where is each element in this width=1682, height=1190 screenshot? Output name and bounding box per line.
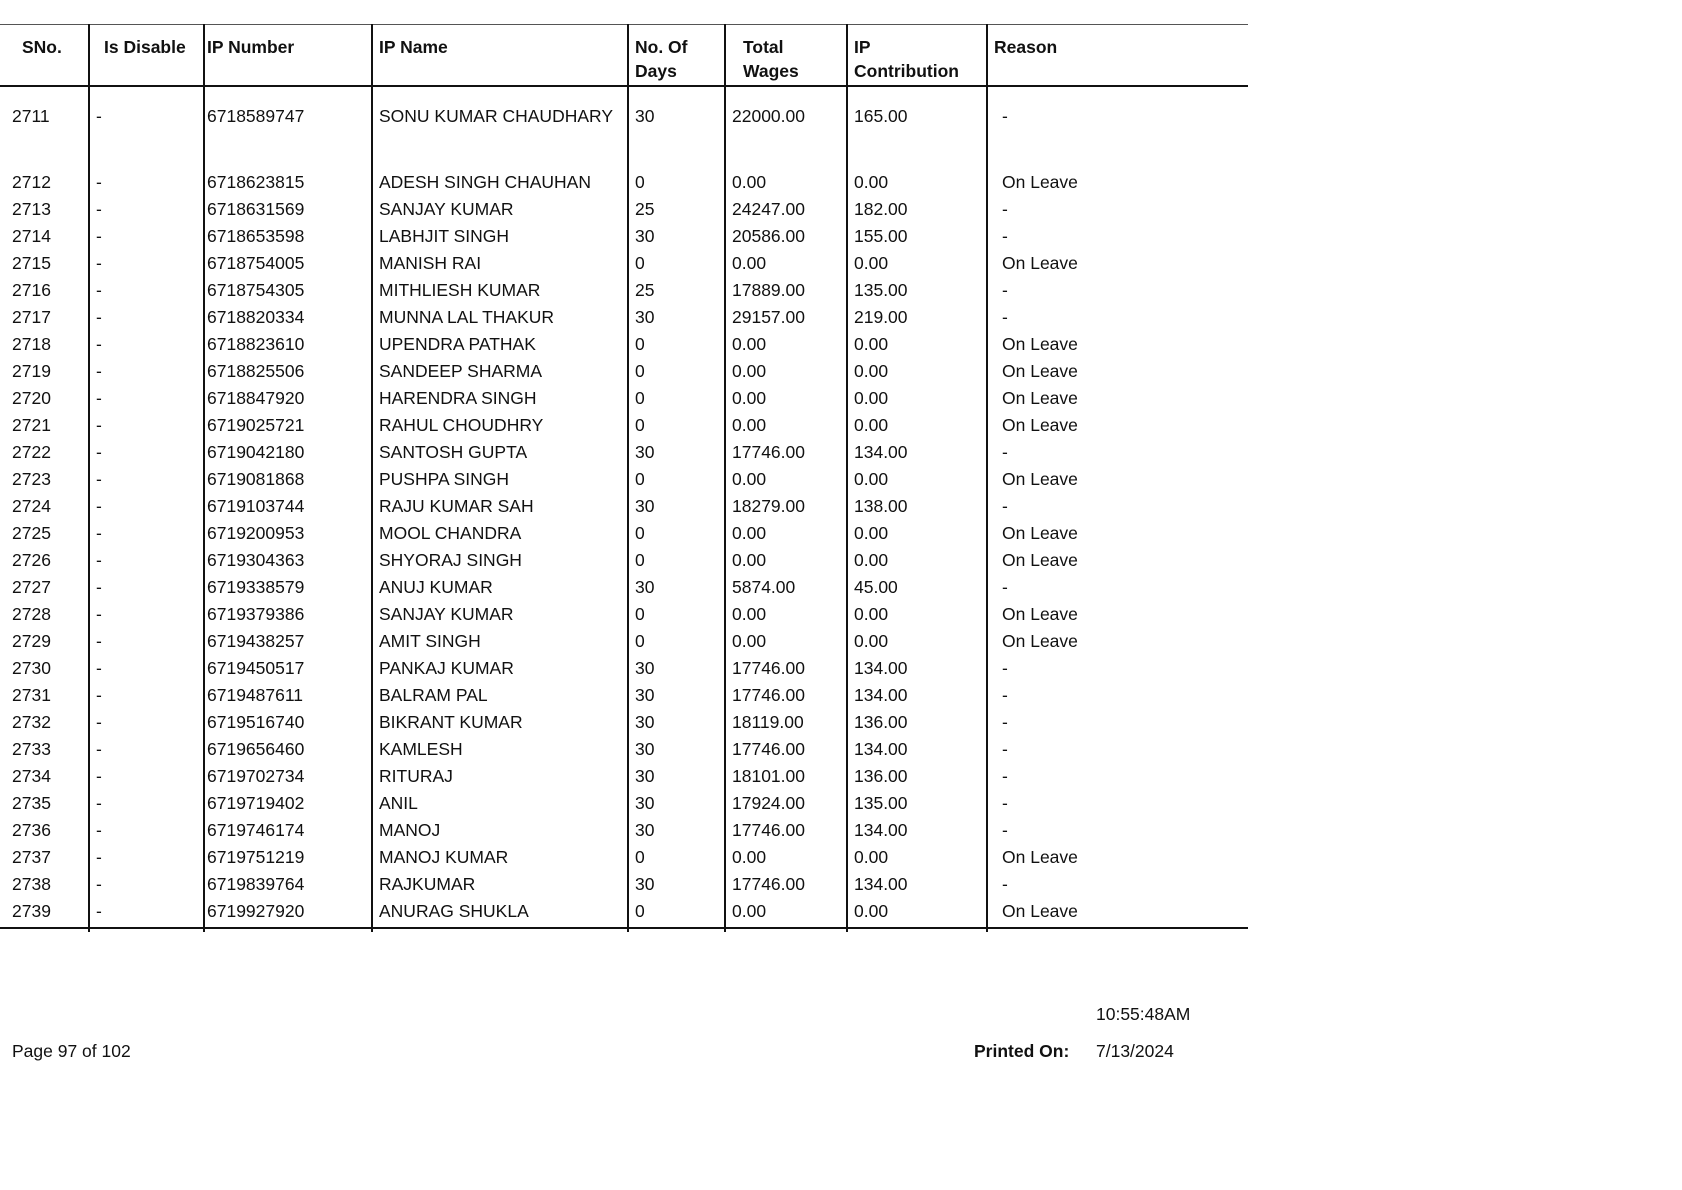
cell-ip-number: 6718631569 [204, 196, 372, 223]
header-ip-number: IP Number [204, 25, 372, 87]
cell-ip-contribution: 45.00 [847, 574, 987, 601]
cell-total-wages: 0.00 [725, 844, 847, 871]
cell-no-of-days: 30 [628, 655, 725, 682]
cell-ip-number: 6719516740 [204, 709, 372, 736]
cell-sno: 2712 [0, 169, 89, 196]
cell-sno: 2719 [0, 358, 89, 385]
cell-no-of-days: 0 [628, 844, 725, 871]
printed-on-label: Printed On: [974, 1041, 1070, 1061]
cell-reason: On Leave [1002, 415, 1078, 435]
cell-ip-number: 6719927920 [204, 898, 372, 928]
cell-ip-number: 6719438257 [204, 628, 372, 655]
cell-reason: On Leave [1002, 523, 1078, 543]
cell-ip-contribution: 0.00 [847, 628, 987, 655]
cell-ip-contribution: 135.00 [847, 277, 987, 304]
cell-ip-name: BIKRANT KUMAR [372, 709, 628, 736]
cell-reason: - [1002, 496, 1008, 516]
cell-ip-number: 6718820334 [204, 304, 372, 331]
cell-ip-name: ANIL [372, 790, 628, 817]
cell-is-disable: - [89, 790, 204, 817]
cell-ip-contribution: 0.00 [847, 358, 987, 385]
cell-total-wages: 29157.00 [725, 304, 847, 331]
cell-no-of-days: 0 [628, 169, 725, 196]
table-row [0, 439, 1248, 466]
table-row [0, 223, 1248, 250]
cell-ip-contribution: 135.00 [847, 790, 987, 817]
cell-ip-name: MANOJ KUMAR [372, 844, 628, 871]
cell-is-disable: - [89, 547, 204, 574]
cell-total-wages: 17746.00 [725, 871, 847, 898]
cell-ip-number: 6719042180 [204, 439, 372, 466]
cell-no-of-days: 0 [628, 358, 725, 385]
cell-ip-name: ADESH SINGH CHAUHAN [372, 169, 628, 196]
cell-is-disable: - [89, 898, 204, 928]
cell-is-disable: - [89, 304, 204, 331]
table-row [0, 736, 1248, 763]
cell-is-disable: - [89, 250, 204, 277]
cell-total-wages: 17746.00 [725, 439, 847, 466]
cell-sno: 2725 [0, 520, 89, 547]
cell-no-of-days: 30 [628, 817, 725, 844]
cell-ip-number: 6719304363 [204, 547, 372, 574]
cell-sno: 2713 [0, 196, 89, 223]
cell-no-of-days: 0 [628, 547, 725, 574]
cell-sno: 2711 [0, 86, 89, 169]
table-row [0, 196, 1248, 223]
cell-total-wages: 0.00 [725, 358, 847, 385]
cell-ip-name: SONU KUMAR CHAUDHARY [372, 86, 628, 169]
cell-ip-contribution: 134.00 [847, 871, 987, 898]
table-row [0, 601, 1248, 628]
tail-cell [628, 928, 725, 932]
cell-no-of-days: 30 [628, 709, 725, 736]
cell-reason: On Leave [1002, 631, 1078, 651]
cell-no-of-days: 0 [628, 520, 725, 547]
cell-reason: On Leave [1002, 172, 1078, 192]
tail-cell [0, 928, 89, 932]
cell-ip-number: 6718623815 [204, 169, 372, 196]
cell-total-wages: 18101.00 [725, 763, 847, 790]
cell-reason: On Leave [1002, 361, 1078, 381]
cell-reason: - [1002, 793, 1008, 813]
cell-ip-name: SANDEEP SHARMA [372, 358, 628, 385]
cell-ip-name: RITURAJ [372, 763, 628, 790]
cell-ip-number: 6718847920 [204, 385, 372, 412]
cell-ip-number: 6719200953 [204, 520, 372, 547]
cell-ip-name: RAJKUMAR [372, 871, 628, 898]
cell-ip-number: 6718754005 [204, 250, 372, 277]
cell-ip-contribution: 134.00 [847, 736, 987, 763]
cell-ip-number: 6718589747 [204, 86, 372, 169]
cell-ip-number: 6719656460 [204, 736, 372, 763]
cell-no-of-days: 25 [628, 277, 725, 304]
cell-is-disable: - [89, 196, 204, 223]
header-reason: Reason [987, 25, 1248, 87]
cell-is-disable: - [89, 871, 204, 898]
cell-ip-name: ANUJ KUMAR [372, 574, 628, 601]
cell-ip-contribution: 0.00 [847, 250, 987, 277]
cell-total-wages: 0.00 [725, 385, 847, 412]
cell-reason: On Leave [1002, 469, 1078, 489]
cell-sno: 2735 [0, 790, 89, 817]
table-tail-rule [0, 928, 1248, 932]
cell-sno: 2736 [0, 817, 89, 844]
cell-is-disable: - [89, 709, 204, 736]
cell-is-disable: - [89, 601, 204, 628]
cell-reason: - [1002, 766, 1008, 786]
header-is-disable: Is Disable [89, 25, 204, 87]
cell-ip-name: ANURAG SHUKLA [372, 898, 628, 928]
cell-ip-name: MITHLIESH KUMAR [372, 277, 628, 304]
cell-is-disable: - [89, 844, 204, 871]
cell-ip-contribution: 0.00 [847, 844, 987, 871]
cell-total-wages: 22000.00 [725, 86, 847, 169]
cell-ip-contribution: 0.00 [847, 331, 987, 358]
cell-ip-contribution: 0.00 [847, 601, 987, 628]
cell-ip-contribution: 0.00 [847, 547, 987, 574]
cell-ip-number: 6719702734 [204, 763, 372, 790]
cell-sno: 2729 [0, 628, 89, 655]
cell-ip-contribution: 0.00 [847, 520, 987, 547]
cell-is-disable: - [89, 682, 204, 709]
table-row [0, 790, 1248, 817]
cell-ip-number: 6719751219 [204, 844, 372, 871]
cell-ip-number: 6719839764 [204, 871, 372, 898]
cell-sno: 2716 [0, 277, 89, 304]
header-total-wages: Total Wages [725, 25, 847, 87]
cell-is-disable: - [89, 763, 204, 790]
cell-is-disable: - [89, 520, 204, 547]
cell-ip-contribution: 138.00 [847, 493, 987, 520]
cell-sno: 2732 [0, 709, 89, 736]
cell-ip-name: LABHJIT SINGH [372, 223, 628, 250]
cell-sno: 2715 [0, 250, 89, 277]
cell-ip-name: SHYORAJ SINGH [372, 547, 628, 574]
cell-reason: - [1002, 442, 1008, 462]
ip-contribution-table [0, 24, 1248, 932]
cell-ip-name: MANISH RAI [372, 250, 628, 277]
cell-no-of-days: 30 [628, 871, 725, 898]
cell-reason: - [1002, 199, 1008, 219]
table-row [0, 169, 1248, 196]
cell-is-disable: - [89, 169, 204, 196]
page-indicator: Page 97 of 102 [12, 1041, 131, 1061]
cell-sno: 2730 [0, 655, 89, 682]
table-row [0, 628, 1248, 655]
cell-is-disable: - [89, 736, 204, 763]
cell-ip-name: MANOJ [372, 817, 628, 844]
cell-ip-number: 6719025721 [204, 412, 372, 439]
table-row [0, 86, 1248, 169]
header-ip-contribution: IP Contribution [847, 25, 987, 87]
cell-ip-contribution: 155.00 [847, 223, 987, 250]
tail-cell [725, 928, 847, 932]
cell-no-of-days: 0 [628, 601, 725, 628]
printed-date: 7/13/2024 [1096, 1041, 1174, 1061]
cell-ip-number: 6718825506 [204, 358, 372, 385]
cell-sno: 2721 [0, 412, 89, 439]
table-header-row [0, 25, 1248, 87]
cell-reason: On Leave [1002, 604, 1078, 624]
table-row [0, 277, 1248, 304]
cell-reason: On Leave [1002, 847, 1078, 867]
cell-is-disable: - [89, 412, 204, 439]
table-row [0, 898, 1248, 928]
table-body [0, 86, 1248, 932]
cell-no-of-days: 0 [628, 628, 725, 655]
printed-time: 10:55:48AM [1096, 1004, 1191, 1024]
tail-cell [204, 928, 372, 932]
cell-ip-number: 6719103744 [204, 493, 372, 520]
cell-ip-contribution: 0.00 [847, 385, 987, 412]
cell-no-of-days: 30 [628, 574, 725, 601]
cell-reason: - [1002, 658, 1008, 678]
cell-no-of-days: 30 [628, 736, 725, 763]
cell-ip-contribution: 165.00 [847, 86, 987, 169]
cell-sno: 2718 [0, 331, 89, 358]
cell-ip-name: RAHUL CHOUDHRY [372, 412, 628, 439]
table-row [0, 655, 1248, 682]
table-row [0, 844, 1248, 871]
table-row [0, 385, 1248, 412]
cell-reason: On Leave [987, 898, 1248, 928]
cell-sno: 2737 [0, 844, 89, 871]
cell-ip-name: SANJAY KUMAR [372, 196, 628, 223]
cell-sno: 2726 [0, 547, 89, 574]
cell-total-wages: 0.00 [725, 250, 847, 277]
cell-total-wages: 0.00 [725, 601, 847, 628]
table-row [0, 682, 1248, 709]
cell-no-of-days: 30 [628, 439, 725, 466]
cell-reason: - [1002, 307, 1008, 327]
cell-is-disable: - [89, 358, 204, 385]
table-row [0, 493, 1248, 520]
cell-total-wages: 17746.00 [725, 655, 847, 682]
cell-total-wages: 0.00 [725, 169, 847, 196]
cell-total-wages: 17746.00 [725, 817, 847, 844]
cell-no-of-days: 0 [628, 466, 725, 493]
cell-is-disable: - [89, 277, 204, 304]
cell-total-wages: 0.00 [725, 898, 847, 928]
cell-is-disable: - [89, 628, 204, 655]
cell-no-of-days: 0 [628, 385, 725, 412]
cell-no-of-days: 30 [628, 493, 725, 520]
cell-ip-number: 6719746174 [204, 817, 372, 844]
tail-cell [987, 928, 1248, 932]
cell-ip-number: 6719487611 [204, 682, 372, 709]
cell-ip-contribution: 134.00 [847, 655, 987, 682]
cell-reason: On Leave [1002, 334, 1078, 354]
tail-cell [847, 928, 987, 932]
header-no-of-days: No. Of Days [628, 25, 725, 87]
cell-is-disable: - [89, 493, 204, 520]
cell-is-disable: - [89, 86, 204, 169]
cell-is-disable: - [89, 439, 204, 466]
cell-reason: - [1002, 280, 1008, 300]
cell-sno: 2723 [0, 466, 89, 493]
cell-total-wages: 17746.00 [725, 736, 847, 763]
cell-ip-contribution: 136.00 [847, 763, 987, 790]
cell-reason: - [1002, 820, 1008, 840]
cell-sno: 2717 [0, 304, 89, 331]
cell-ip-number: 6719379386 [204, 601, 372, 628]
cell-total-wages: 18279.00 [725, 493, 847, 520]
cell-ip-name: HARENDRA SINGH [372, 385, 628, 412]
cell-is-disable: - [89, 817, 204, 844]
cell-reason: - [1002, 685, 1008, 705]
cell-ip-name: SANTOSH GUPTA [372, 439, 628, 466]
tail-cell [89, 928, 204, 932]
cell-ip-number: 6718823610 [204, 331, 372, 358]
table-row [0, 466, 1248, 493]
cell-total-wages: 0.00 [725, 466, 847, 493]
cell-ip-number: 6719081868 [204, 466, 372, 493]
cell-no-of-days: 30 [628, 223, 725, 250]
cell-no-of-days: 30 [628, 790, 725, 817]
cell-ip-contribution: 0.00 [847, 169, 987, 196]
cell-is-disable: - [89, 655, 204, 682]
cell-no-of-days: 0 [628, 898, 725, 928]
cell-ip-name: SANJAY KUMAR [372, 601, 628, 628]
cell-ip-name: AMIT SINGH [372, 628, 628, 655]
table-row [0, 709, 1248, 736]
cell-ip-contribution: 134.00 [847, 817, 987, 844]
cell-ip-number: 6719719402 [204, 790, 372, 817]
cell-total-wages: 18119.00 [725, 709, 847, 736]
cell-total-wages: 0.00 [725, 331, 847, 358]
cell-ip-name: PANKAJ KUMAR [372, 655, 628, 682]
cell-ip-number: 6718754305 [204, 277, 372, 304]
table-row [0, 547, 1248, 574]
cell-ip-name: MUNNA LAL THAKUR [372, 304, 628, 331]
cell-ip-contribution: 134.00 [847, 682, 987, 709]
table-row [0, 358, 1248, 385]
cell-no-of-days: 30 [628, 763, 725, 790]
cell-ip-name: KAMLESH [372, 736, 628, 763]
cell-total-wages: 0.00 [725, 547, 847, 574]
cell-ip-contribution: 136.00 [847, 709, 987, 736]
table-row [0, 574, 1248, 601]
cell-ip-name: PUSHPA SINGH [372, 466, 628, 493]
cell-reason: On Leave [1002, 550, 1078, 570]
cell-ip-contribution: 134.00 [847, 439, 987, 466]
cell-total-wages: 0.00 [725, 520, 847, 547]
cell-ip-name: MOOL CHANDRA [372, 520, 628, 547]
cell-ip-contribution: 219.00 [847, 304, 987, 331]
cell-ip-contribution: 0.00 [847, 898, 987, 928]
cell-total-wages: 20586.00 [725, 223, 847, 250]
cell-ip-contribution: 0.00 [847, 466, 987, 493]
cell-ip-number: 6719338579 [204, 574, 372, 601]
cell-reason: - [1002, 226, 1008, 246]
cell-reason: - [1002, 739, 1008, 759]
tail-cell [372, 928, 628, 932]
cell-no-of-days: 0 [628, 250, 725, 277]
cell-is-disable: - [89, 223, 204, 250]
cell-no-of-days: 30 [628, 304, 725, 331]
cell-total-wages: 0.00 [725, 628, 847, 655]
cell-is-disable: - [89, 385, 204, 412]
cell-ip-number: 6718653598 [204, 223, 372, 250]
cell-sno: 2724 [0, 493, 89, 520]
cell-sno: 2734 [0, 763, 89, 790]
cell-reason: - [1002, 577, 1008, 597]
cell-sno: 2714 [0, 223, 89, 250]
cell-ip-name: BALRAM PAL [372, 682, 628, 709]
cell-reason: - [1002, 106, 1008, 126]
cell-reason: On Leave [1002, 253, 1078, 273]
cell-sno: 2733 [0, 736, 89, 763]
cell-total-wages: 17889.00 [725, 277, 847, 304]
table-row [0, 412, 1248, 439]
cell-no-of-days: 0 [628, 412, 725, 439]
cell-sno: 2739 [0, 898, 89, 928]
table-row [0, 331, 1248, 358]
cell-is-disable: - [89, 331, 204, 358]
cell-no-of-days: 25 [628, 196, 725, 223]
cell-ip-contribution: 182.00 [847, 196, 987, 223]
cell-total-wages: 17924.00 [725, 790, 847, 817]
header-ip-name: IP Name [372, 25, 628, 87]
cell-no-of-days: 30 [628, 682, 725, 709]
cell-sno: 2731 [0, 682, 89, 709]
table-row [0, 871, 1248, 898]
cell-ip-name: UPENDRA PATHAK [372, 331, 628, 358]
cell-sno: 2722 [0, 439, 89, 466]
table-row [0, 304, 1248, 331]
table-row [0, 520, 1248, 547]
cell-sno: 2727 [0, 574, 89, 601]
cell-sno: 2728 [0, 601, 89, 628]
cell-total-wages: 24247.00 [725, 196, 847, 223]
cell-sno: 2738 [0, 871, 89, 898]
cell-no-of-days: 30 [628, 86, 725, 169]
table-row [0, 763, 1248, 790]
cell-no-of-days: 0 [628, 331, 725, 358]
cell-ip-contribution: 0.00 [847, 412, 987, 439]
cell-is-disable: - [89, 466, 204, 493]
cell-total-wages: 0.00 [725, 412, 847, 439]
cell-is-disable: - [89, 574, 204, 601]
cell-reason: - [1002, 874, 1008, 894]
cell-sno: 2720 [0, 385, 89, 412]
cell-reason: On Leave [1002, 388, 1078, 408]
cell-reason: - [1002, 712, 1008, 732]
cell-ip-name: RAJU KUMAR SAH [372, 493, 628, 520]
table-row [0, 250, 1248, 277]
cell-total-wages: 5874.00 [725, 574, 847, 601]
cell-ip-number: 6719450517 [204, 655, 372, 682]
cell-total-wages: 17746.00 [725, 682, 847, 709]
header-sno: SNo. [0, 25, 89, 87]
table-row [0, 817, 1248, 844]
